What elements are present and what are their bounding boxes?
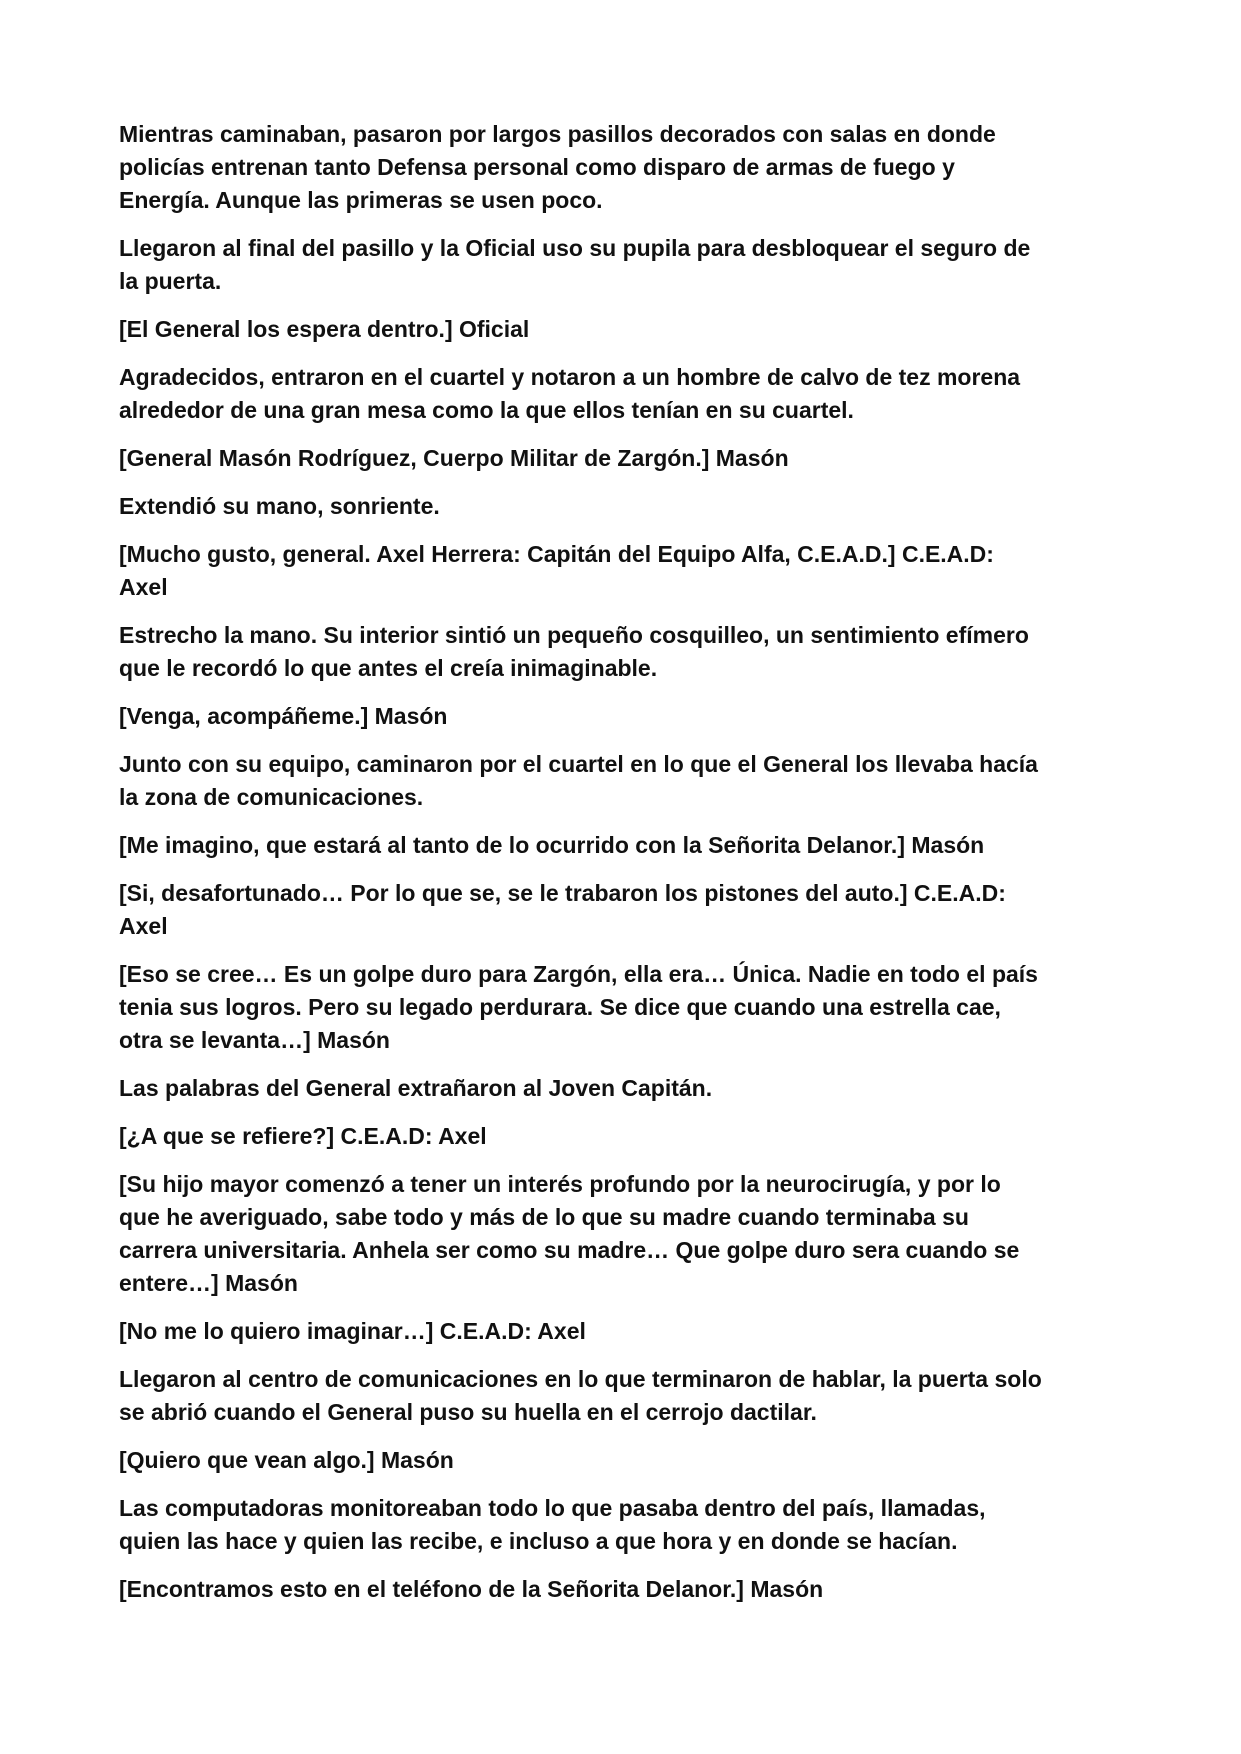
paragraph: Extendió su mano, sonriente.	[119, 493, 440, 519]
paragraph: [¿A que se refiere?] C.E.A.D: Axel	[119, 1123, 487, 1149]
paragraph: [Si, desafortunado… Por lo que se, se le trabaron los pistones del auto.] C.E.A.D: Axel	[119, 880, 1006, 939]
paragraph: Las computadoras monitoreaban todo lo que pasaba dentro del país, llamadas, quien las hace y quien las recibe, e incluso a que hora y en donde se hacían.	[119, 1495, 986, 1554]
paragraph: Estrecho la mano. Su interior sintió un pequeño cosquilleo, un sentimiento efímero que le recordó lo que antes el creía inimaginable.	[119, 622, 1029, 681]
document-body	[119, 118, 1139, 1621]
paragraph: Mientras caminaban, pasaron por largos pasillos decorados con salas en donde policías entrenan tanto Defensa personal como disparo de armas de fuego y Energía. Aunque las primeras se usen poco.	[119, 121, 996, 213]
paragraph: [Mucho gusto, general. Axel Herrera: Capitán del Equipo Alfa, C.E.A.D.] C.E.A.D: Axel	[119, 541, 994, 600]
paragraph: [El General los espera dentro.] Oficial	[119, 316, 530, 342]
paragraph: Las palabras del General extrañaron al Joven Capitán.	[119, 1075, 713, 1101]
paragraph: [Quiero que vean algo.] Masón	[119, 1447, 454, 1473]
paragraph: [Me imagino, que estará al tanto de lo ocurrido con la Señorita Delanor.] Masón	[119, 832, 985, 858]
paragraph: [Su hijo mayor comenzó a tener un interés profundo por la neurocirugía, y por lo que he averiguado, sabe todo y más de lo que su madre cuando terminaba su carrera universitaria. Anhela ser como su madre… Que golpe duro sera cuando se entere…] Masón	[119, 1171, 1020, 1296]
paragraph: [Encontramos esto en el teléfono de la Señorita Delanor.] Masón	[119, 1576, 824, 1602]
paragraph: Llegaron al centro de comunicaciones en lo que terminaron de hablar, la puerta solo se abrió cuando el General puso su huella en el cerrojo dactilar.	[119, 1366, 1042, 1425]
paragraph: [Venga, acompáñeme.] Masón	[119, 703, 448, 729]
paragraph: [Eso se cree… Es un golpe duro para Zargón, ella era… Única. Nadie en todo el país tenia sus logros. Pero su legado perdurara. Se dice que cuando una estrella cae, otra se levanta…] Masón	[119, 961, 1038, 1053]
paragraph: [General Masón Rodríguez, Cuerpo Militar de Zargón.] Masón	[119, 445, 789, 471]
paragraph: [No me lo quiero imaginar…] C.E.A.D: Axel	[119, 1318, 586, 1344]
paragraph: Agradecidos, entraron en el cuartel y notaron a un hombre de calvo de tez morena alrededor de una gran mesa como la que ellos tenían en su cuartel.	[119, 364, 1021, 423]
paragraph: Junto con su equipo, caminaron por el cuartel en lo que el General los llevaba hacía la zona de comunicaciones.	[119, 751, 1038, 810]
paragraph: Llegaron al final del pasillo y la Oficial uso su pupila para desbloquear el seguro de la puerta.	[119, 235, 1031, 294]
